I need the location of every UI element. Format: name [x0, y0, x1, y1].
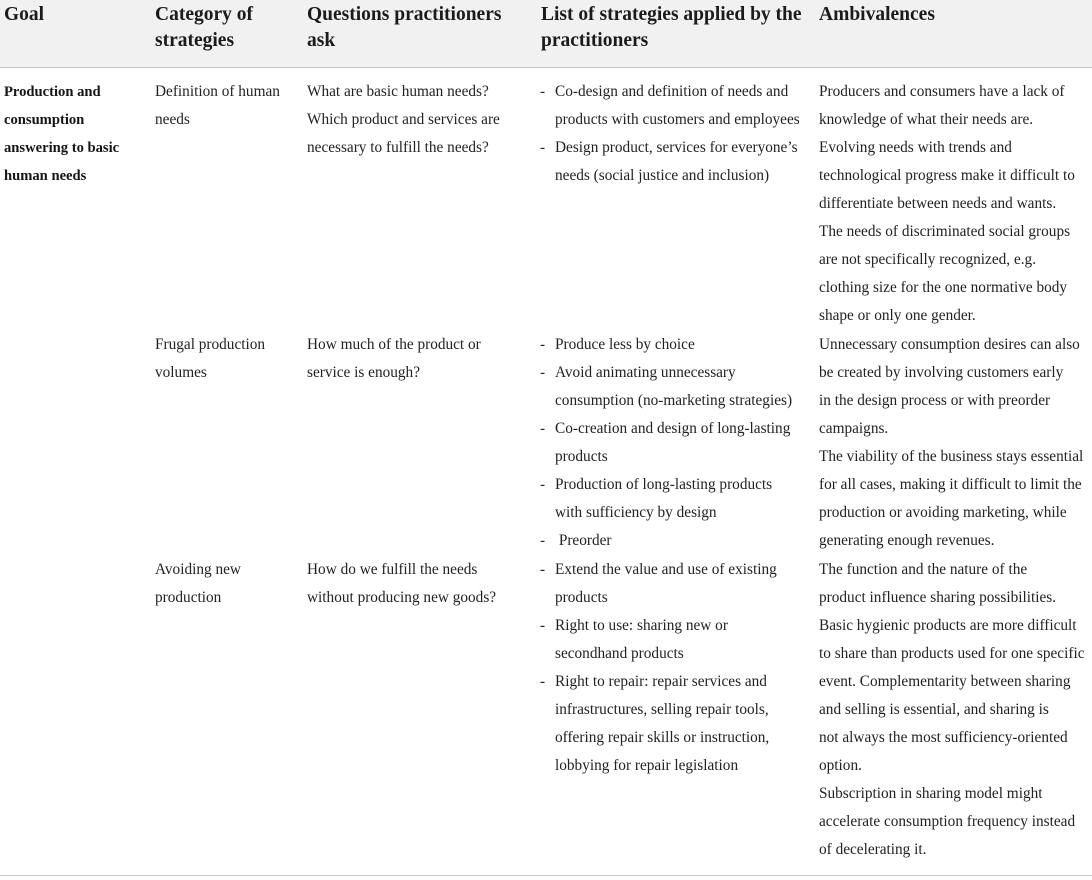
strategy-item: - Right to use: sharing new or secondhand products [540, 617, 728, 662]
strategies-cell [540, 331, 812, 555]
strategy-item: - Production of long-lasting products with sufficiency by design [540, 476, 773, 521]
goal-cell: Production and consumption answering to basic human needs [4, 84, 120, 184]
header-strategies: List of strategies applied by the practitioners [541, 4, 802, 51]
strategy-item: - Avoid animating unnecessary consumption (no-marketing strategies) [540, 364, 793, 409]
table-header [0, 0, 1092, 67]
questions-cell: How do we fulfill the needs without producing new goods? [307, 561, 497, 606]
strategy-item: - Preorder [540, 532, 612, 549]
questions-cell: What are basic human needs? Which product and services are necessary to fulfill the needs? [307, 83, 500, 156]
questions-cell: How much of the product or service is enough? [307, 336, 481, 381]
table-bottom-rule [0, 875, 1092, 876]
strategy-item: - Extend the value and use of existing products [540, 561, 777, 606]
category-cell: Definition of human needs [155, 83, 280, 128]
header-questions: Questions practitioners ask [307, 4, 502, 51]
category-cell: Avoiding new production [155, 561, 241, 606]
ambivalences-cell: Producers and consumers have a lack of knowledge of what their needs are. Evolving needs with trends and technological progress make it difficult to differentiate between needs and wants. The needs of discriminated social groups are not specifically recognized, e.g. clothing size for the one normative body shape or only one gender. [819, 83, 1075, 324]
strategy-item: - Right to repair: repair services and infrastructures, selling repair tools, offering repair skills or instruction, lobbying for repair legislation [540, 673, 770, 774]
header-goal: Goal [4, 4, 45, 25]
strategy-item: - Produce less by choice [540, 336, 695, 353]
strategy-item: - Co-creation and design of long-lasting products [540, 420, 791, 465]
strategy-item: - Co-design and definition of needs and products with customers and employees [540, 83, 800, 128]
header-category: Category of strategies [155, 4, 254, 51]
category-cell: Frugal production volumes [155, 336, 266, 381]
strategies-cell [540, 556, 812, 780]
strategies-cell [540, 78, 812, 190]
header-divider [0, 67, 1092, 68]
strategy-item: - Design product, services for everyone’s needs (social justice and inclusion) [540, 139, 798, 184]
ambivalences-cell: Unnecessary consumption desires can also be created by involving customers early in the design process or with preorder campaigns. The viability of the business stays essential for all cases, making it difficult to limit the production or avoiding marketing, while generating enough revenues. [819, 336, 1084, 549]
ambivalences-cell: The function and the nature of the product influence sharing possibilities. Basic hygienic products are more difficult to share than products used for one specific event. Complementarity between sharing and selling is essential, and sharing is not always the most sufficiency-oriented option. Subscription in sharing model might accelerate consumption frequency instead of decelerating it. [819, 561, 1085, 858]
header-ambivalences: Ambivalences [819, 4, 935, 25]
